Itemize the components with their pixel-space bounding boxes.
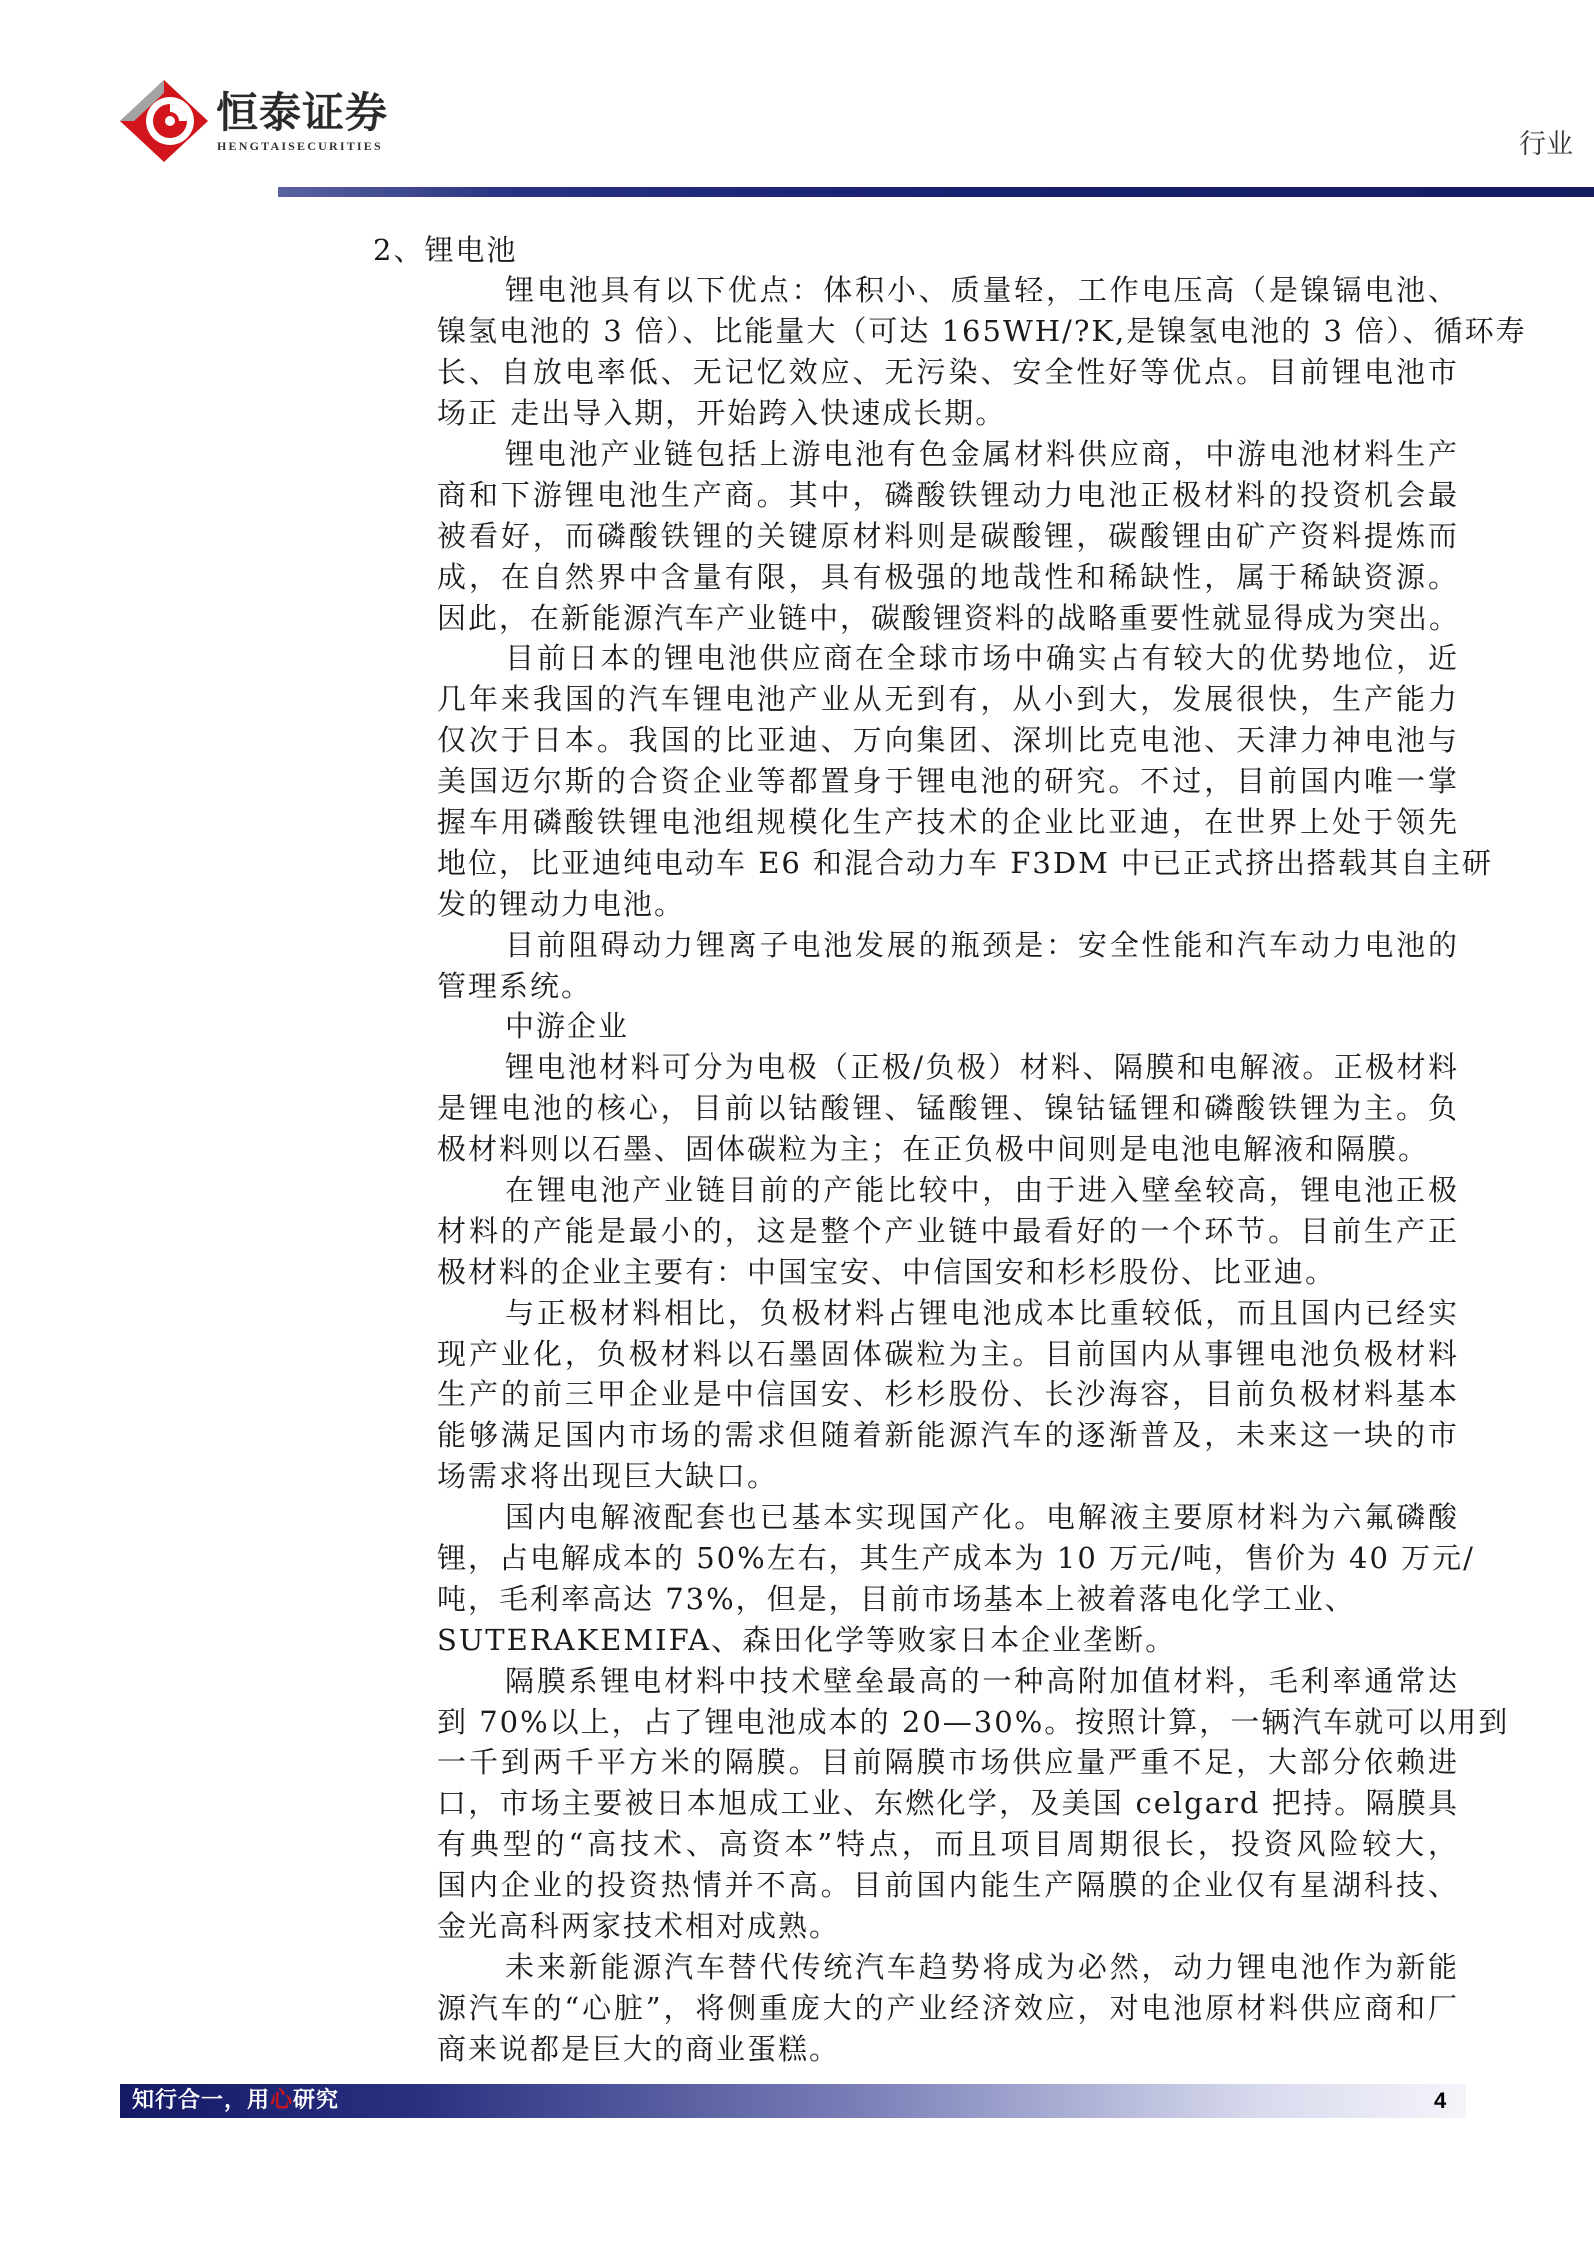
- paragraph-line: 被看好，而磷酸铁锂的关键原材料则是碳酸锂，碳酸锂由矿产资料提炼而: [437, 518, 1459, 553]
- paragraph-line: 生产的前三甲企业是中信国安、杉杉股份、长沙海容，目前负极材料基本: [437, 1377, 1459, 1412]
- paragraph-line: 锂，占电解成本的 50%左右，其生产成本为 10 万元/吨，售价为 40 万元/: [437, 1541, 1475, 1575]
- report-body: [0, 230, 1594, 2070]
- paragraph-line: 目前阻碍动力锂离子电池发展的瓶颈是：安全性能和汽车动力电池的: [505, 927, 1459, 962]
- paragraph-line: 有典型的“高技术、高资本”特点，而且项目周期很长，投资风险较大，: [437, 1827, 1459, 1862]
- paragraph-line: 成，在自然界中含量有限，具有极强的地哉性和稀缺性，属于稀缺资源。: [437, 559, 1459, 594]
- paragraph-line: 商来说都是巨大的商业蛋糕。: [437, 2031, 841, 2066]
- paragraph: [0, 1293, 1594, 1497]
- paragraph-line: 极材料则以石墨、固体碳粒为主；在正负极中间则是电池电解液和隔膜。: [437, 1132, 1430, 1167]
- paragraph-line: 目前日本的锂电池供应商在全球市场中确实占有较大的优势地位，近: [505, 641, 1459, 676]
- paragraph-line: 极材料的企业主要有：中国宝安、中信国安和杉杉股份、比亚迪。: [437, 1254, 1337, 1289]
- paragraph-line: 到 70%以上，占了锂电池成本的 20—30%。按照计算，一辆汽车就可以用到: [437, 1704, 1510, 1739]
- paragraph-line: 隔膜系锂电材料中技术壁垒最高的一种高附加值材料，毛利率通常达: [505, 1663, 1459, 1698]
- paragraph-line: 握车用磷酸铁锂电池组规模化生产技术的企业比亚迪，在世界上处于领先: [437, 804, 1459, 839]
- paragraph-line: 场正 走出导入期，开始跨入快速成长期。: [437, 396, 1007, 431]
- paragraph: [0, 1497, 1594, 1661]
- report-category-label: 行业: [1519, 129, 1573, 160]
- paragraph: [0, 638, 1594, 924]
- paragraph: [0, 1170, 1594, 1293]
- paragraph-line: 现产业化，负极材料以石墨固体碳粒为主。目前国内从事锂电池负极材料: [437, 1336, 1459, 1371]
- logo-company-name: 恒泰证券: [216, 88, 389, 137]
- paragraph: [0, 1947, 1594, 2070]
- subsection-heading: 中游企业: [505, 1009, 630, 1044]
- paragraph: [0, 434, 1594, 638]
- logo-company-name-en: HENGTAISECURITIES: [217, 139, 383, 153]
- footer-slogan-end: 研究: [293, 2088, 340, 2113]
- paragraph-line: 金光高科两家技术相对成熟。: [437, 1909, 841, 1944]
- paragraph-line: 几年来我国的汽车锂电池产业从无到有，从小到大，发展很快，生产能力: [437, 682, 1459, 717]
- paragraph-line: 长、自放电率低、无记忆效应、无污染、安全性好等优点。目前锂电池市: [437, 355, 1459, 390]
- paragraph-line: 是锂电池的核心，目前以钴酸锂、锰酸锂、镍钴锰锂和磷酸铁锂为主。负: [437, 1091, 1459, 1126]
- hengtai-logo-icon: [120, 78, 212, 164]
- paragraph-line: 锂电池产业链包括上游电池有色金属材料供应商，中游电池材料生产: [505, 436, 1459, 471]
- paragraph-line: 与正极材料相比，负极材料占锂电池成本比重较低，而且国内已经实: [505, 1295, 1459, 1330]
- paragraph-line: 能够满足国内市场的需求但随着新能源汽车的逐渐普及，未来这一块的市: [437, 1418, 1459, 1453]
- paragraph-line: 国内企业的投资热情并不高。目前国内能生产隔膜的企业仅有星湖科技、: [437, 1868, 1459, 1903]
- paragraph-line: 一千到两千平方米的隔膜。目前隔膜市场供应量严重不足，大部分依赖进: [437, 1745, 1459, 1780]
- footer-slogan: [132, 2084, 339, 2118]
- section-heading: 2、锂电池: [373, 232, 518, 267]
- paragraph-line: 管理系统。: [437, 968, 593, 1003]
- paragraph-line: 口，市场主要被日本旭成工业、东燃化学，及美国 celgard 把持。隔膜具: [437, 1786, 1459, 1821]
- paragraph-line: 商和下游锂电池生产商。其中，磷酸铁锂动力电池正极材料的投资机会最: [437, 477, 1459, 512]
- paragraph-line: 美国迈尔斯的合资企业等都置身于锂电池的研究。不过，目前国内唯一掌: [437, 764, 1459, 799]
- paragraph-line: 国内电解液配套也已基本实现国产化。电解液主要原材料为六氟磷酸: [505, 1500, 1459, 1535]
- paragraph: [0, 925, 1594, 1007]
- paragraph-line: 源汽车的“心脏”，将侧重庞大的产业经济效应，对电池原材料供应商和厂: [437, 1990, 1459, 2025]
- paragraph: [0, 270, 1594, 434]
- page-number: 4: [1434, 2088, 1447, 2113]
- paragraph-line: 地位，比亚迪纯电动车 E6 和混合动力车 F3DM 中已正式挤出搭载其自主研: [437, 845, 1494, 880]
- footer-slogan-start: 知行合一，用: [132, 2088, 271, 2113]
- paragraph: [0, 1661, 1594, 1947]
- paragraph-line: 材料的产能是最小的，这是整个产业链中最看好的一个环节。目前生产正: [437, 1213, 1459, 1248]
- paragraph-line: SUTERAKEMIFA、森田化学等败家日本企业垄断。: [437, 1622, 1177, 1657]
- header-divider-bar: [278, 187, 1594, 197]
- paragraph: [0, 1047, 1594, 1170]
- paragraph-line: 锂电池材料可分为电极（正极/负极）材料、隔膜和电解液。正极材料: [505, 1050, 1459, 1085]
- paragraph-line: 因此，在新能源汽车产业链中，碳酸锂资料的战略重要性就显得成为突出。: [437, 600, 1461, 635]
- paragraph-line: 仅次于日本。我国的比亚迪、万向集团、深圳比克电池、天津力神电池与: [437, 723, 1459, 758]
- paragraph-line: 吨，毛利率高达 73%，但是，目前市场基本上被着落电化学工业、: [437, 1581, 1356, 1616]
- paragraph-line: 未来新能源汽车替代传统汽车趋势将成为必然，动力锂电池作为新能: [505, 1949, 1459, 1984]
- paragraph-line: 镍氢电池的 3 倍）、比能量大（可达 165WH/?K,是镍氢电池的 3 倍）、循环寿: [437, 314, 1527, 349]
- paragraph-line: 发的锂动力电池。: [437, 886, 686, 921]
- paragraph-line: 在锂电池产业链目前的产能比较中，由于进入壁垒较高，锂电池正极: [505, 1172, 1459, 1207]
- paragraph-line: 锂电池具有以下优点：体积小、质量轻，工作电压高（是镍镉电池、: [505, 273, 1459, 308]
- footer-slogan-highlight: 心: [270, 2088, 294, 2113]
- paragraph-line: 场需求将出现巨大缺口。: [437, 1459, 779, 1494]
